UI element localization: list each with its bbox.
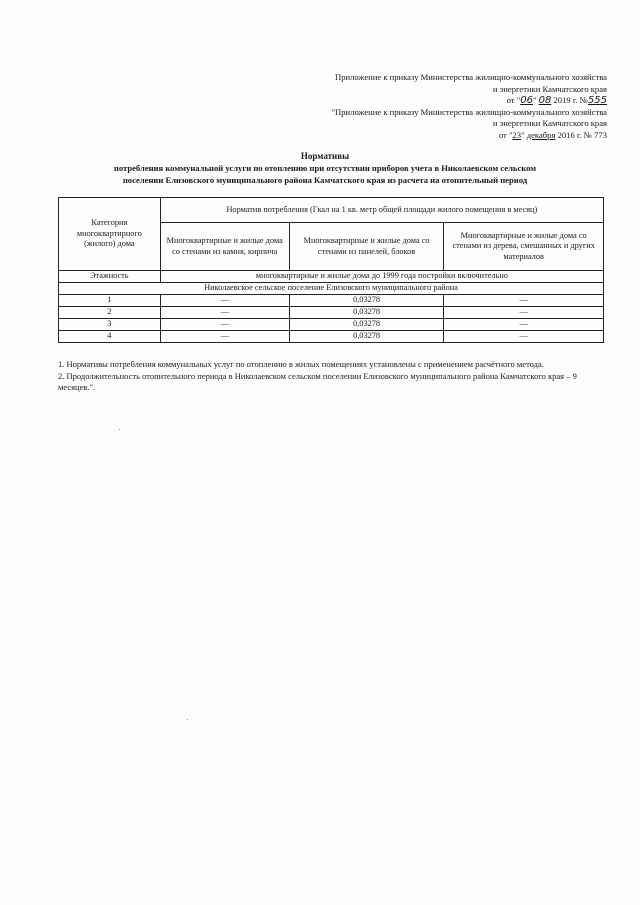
- title-line-1: потребления коммунальной услуги по отоплению при отсутствии приборов учета в Николаевском сельском: [113, 163, 537, 173]
- norm-header: Норматив потребления (Гкал на 1 кв. метр общей площади жилого помещения в месяц): [160, 198, 603, 223]
- value-cell-stone: —: [160, 307, 289, 319]
- note-1: 1. Нормативы потребления коммунальных услуг по отоплению в жилых помещениях установлены с применением расчётного метода.: [58, 359, 544, 369]
- title-line-2: поселении Елизовского муниципального района Камчатского края из расчета на отопительный период: [122, 175, 528, 185]
- settlement-label: Николаевское сельское поселение Елизовского муниципального района: [59, 283, 604, 295]
- table-period-row: [59, 271, 604, 283]
- value-cell-stone: —: [160, 331, 289, 343]
- floor-cell: 3: [59, 319, 161, 331]
- header-date-prefix: от ": [506, 95, 521, 105]
- table-row: [59, 307, 604, 319]
- floor-cell: 2: [59, 307, 161, 319]
- table-row: [59, 319, 604, 331]
- header-line-5: и энергетики Камчатского края: [492, 118, 607, 128]
- value-cell-panel: 0,03278: [289, 331, 444, 343]
- column-header-stone: Многоквартирные и жилые дома со стенами из камня, кирпича: [160, 223, 289, 271]
- table-header-row: [59, 198, 604, 223]
- note-2: 2. Продолжительность отопительного периода в Николаевском сельском поселении Елизовского муниципального района Камчатского края – 9 месяцев.".: [58, 370, 577, 392]
- handwritten-order-number: 555: [587, 95, 607, 106]
- floor-cell: 1: [59, 295, 161, 307]
- handwritten-month: 08: [538, 95, 552, 106]
- scan-speck: [187, 719, 188, 720]
- column-header-panel: Многоквартирные и жилые дома со стенами из панелей, блоков: [289, 223, 444, 271]
- value-cell-wood: —: [444, 307, 604, 319]
- value-cell-panel: 0,03278: [289, 319, 444, 331]
- original-date-prefix: от ": [498, 129, 513, 140]
- category-header: Категория многоквартирного (жилого) дома: [59, 198, 161, 271]
- value-cell-wood: —: [444, 331, 604, 343]
- table-settlement-row: [59, 283, 604, 295]
- value-cell-panel: 0,03278: [289, 307, 444, 319]
- header-block: [247, 72, 607, 141]
- document-title: [60, 150, 590, 186]
- notes-block: [58, 359, 608, 394]
- table-row: [59, 295, 604, 307]
- original-day: 23: [512, 129, 522, 140]
- value-cell-wood: —: [444, 319, 604, 331]
- header-line-4: "Приложение к приказу Министерства жилищно-коммунального хозяйства: [331, 106, 607, 117]
- norms-table: [58, 197, 604, 343]
- value-cell-stone: —: [160, 295, 289, 307]
- column-header-wood: Многоквартирные и жилые дома со стенами из дерева, смешанных и других материалов: [444, 223, 604, 271]
- table-row: [59, 331, 604, 343]
- header-order-date-line: [247, 95, 607, 107]
- original-date-separator: ": [521, 129, 527, 140]
- scan-speck: [119, 429, 120, 430]
- floors-label: Этажность: [59, 271, 161, 283]
- period-label: многоквартирные и жилые дома до 1999 года постройки включительно: [160, 271, 603, 283]
- original-date-suffix: 2016 г. № 773: [555, 129, 607, 140]
- header-date-separator: ": [532, 95, 539, 105]
- title-main: Нормативы: [300, 151, 350, 161]
- header-line-2: и энергетики Камчатского края: [492, 83, 607, 94]
- header-line-1: Приложение к приказу Министерства жилищно-коммунального хозяйства: [335, 72, 607, 82]
- value-cell-stone: —: [160, 319, 289, 331]
- header-date-year: 2019 г. №: [551, 95, 588, 105]
- floor-cell: 4: [59, 331, 161, 343]
- handwritten-day: 06: [520, 95, 533, 106]
- value-cell-wood: —: [444, 295, 604, 307]
- value-cell-panel: 0,03278: [289, 295, 444, 307]
- original-month: декабря: [526, 129, 556, 140]
- header-original-date-line: [247, 130, 607, 142]
